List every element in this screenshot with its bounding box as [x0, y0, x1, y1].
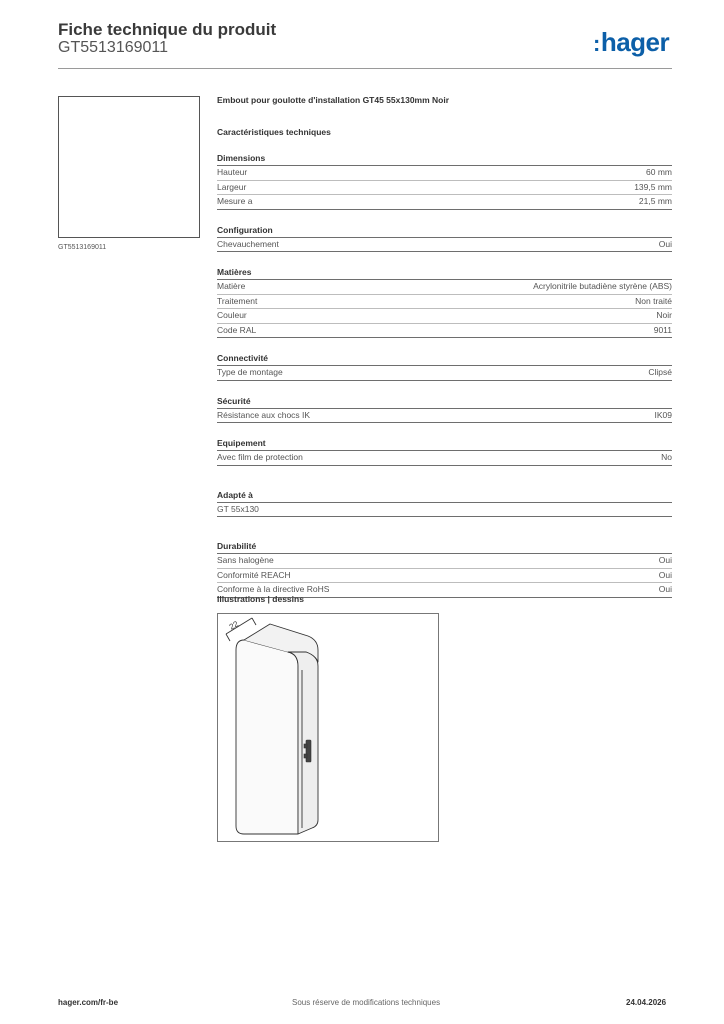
section-title: Connectivité	[217, 352, 672, 366]
section-title: Adapté à	[217, 489, 672, 503]
section-configuration	[217, 224, 672, 253]
spec-label: Sans halogène	[217, 555, 274, 565]
footer-disclaimer: Sous réserve de modifications techniques	[292, 998, 441, 1007]
spec-row	[217, 324, 672, 339]
illustrations-title: Illustrations | dessins	[217, 594, 304, 604]
logo-colon-icon: :	[593, 31, 600, 56]
section-title: Equipement	[217, 437, 672, 451]
technical-drawing	[217, 613, 439, 842]
section-equipment	[217, 437, 672, 466]
section-title: Durabilité	[217, 540, 672, 554]
spec-value: Non traité	[635, 295, 672, 306]
spec-label: Conforme à la directive RoHS	[217, 584, 330, 594]
spec-value: Oui	[658, 238, 672, 249]
page-title: Fiche technique du produit	[58, 20, 277, 39]
logo-text: hager	[600, 27, 670, 57]
spec-row	[217, 309, 672, 324]
spec-label: Hauteur	[217, 167, 248, 177]
spec-label: Mesure a	[217, 196, 253, 206]
spec-value: Noir	[656, 310, 672, 320]
specifications	[217, 92, 672, 598]
footer-date: 24.04.2026	[626, 998, 667, 1007]
spec-row	[217, 295, 672, 310]
spec-row	[217, 366, 672, 381]
hager-logo	[593, 27, 669, 58]
spec-row	[217, 280, 672, 295]
product-name: Embout pour goulotte d'installation GT45 55x130mm Noir	[217, 95, 450, 105]
spec-row	[217, 451, 672, 466]
end-cap-drawing	[218, 614, 438, 841]
spec-value: No	[661, 452, 672, 462]
product-reference: GT5513169011	[58, 39, 169, 56]
spec-label: Code RAL	[217, 324, 257, 335]
spec-label: Conformité REACH	[217, 569, 291, 580]
section-title: Matières	[217, 266, 672, 280]
spec-label: Traitement	[217, 295, 258, 306]
section-suitable-for	[217, 489, 672, 518]
dimension-label: 22	[227, 619, 241, 632]
spec-value: Oui	[658, 555, 672, 565]
spec-row	[217, 503, 672, 518]
spec-value: IK09	[654, 409, 672, 420]
spec-row	[217, 166, 672, 181]
spec-value: 9011	[653, 324, 672, 335]
spec-value: Clipsé	[648, 367, 672, 377]
spec-row	[217, 195, 672, 210]
spec-label: Couleur	[217, 310, 247, 320]
spec-row	[217, 569, 672, 584]
product-image	[58, 96, 200, 238]
spec-value: 139,5 mm	[634, 181, 672, 192]
spec-label: Largeur	[217, 181, 247, 192]
section-materials	[217, 266, 672, 338]
spec-label: Type de montage	[217, 367, 283, 377]
spec-row	[217, 181, 672, 196]
section-durability	[217, 540, 672, 598]
spec-label: GT 55x130	[217, 503, 259, 514]
spec-value: Acrylonitrile butadiène styrène (ABS)	[533, 281, 672, 291]
spec-value: Oui	[658, 569, 672, 580]
spec-label: Résistance aux chocs IK	[217, 409, 311, 420]
spec-value: 21,5 mm	[638, 196, 672, 206]
section-connectivity	[217, 352, 672, 381]
spec-value: 60 mm	[646, 167, 672, 177]
spec-row	[217, 238, 672, 253]
spec-heading: Caractéristiques techniques	[217, 127, 331, 137]
section-security	[217, 395, 672, 424]
spec-row	[217, 554, 672, 569]
section-dimensions	[217, 152, 672, 210]
header-divider	[58, 68, 672, 69]
footer-website-link[interactable]: hager.com/fr-be	[58, 998, 119, 1007]
spec-value: Oui	[658, 584, 672, 594]
section-title: Configuration	[217, 224, 672, 238]
section-title: Dimensions	[217, 152, 672, 166]
spec-label: Matière	[217, 281, 246, 291]
product-image-caption: GT5513169011	[58, 244, 107, 251]
spec-label: Avec film de protection	[217, 452, 303, 462]
spec-row	[217, 409, 672, 424]
section-title: Sécurité	[217, 395, 672, 409]
spec-label: Chevauchement	[217, 238, 279, 249]
